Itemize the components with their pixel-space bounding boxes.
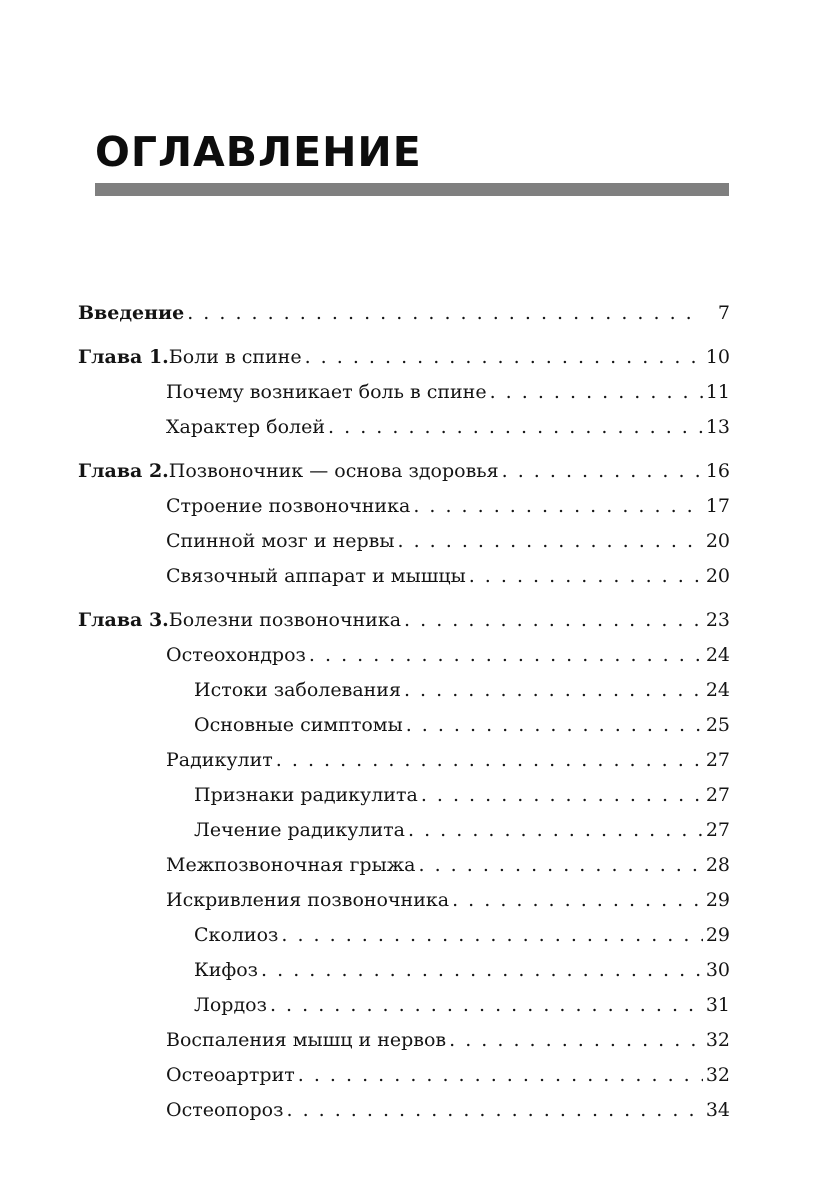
entry-page-number: 27: [705, 749, 730, 771]
dot-leader: [187, 302, 703, 324]
title-underline-bar: [95, 183, 729, 196]
toc-entry: [78, 994, 730, 1016]
entry-title: Спинной мозг и нервы: [166, 530, 395, 552]
entry-page-number: 13: [705, 416, 730, 438]
entry-page-number: 23: [705, 609, 730, 631]
toc-entry: [78, 495, 730, 517]
entry-page-number: 32: [705, 1029, 730, 1051]
toc-entry: [78, 460, 730, 482]
toc-entry: [78, 749, 730, 771]
toc-entry: [78, 714, 730, 736]
dot-leader: [261, 959, 703, 981]
entry-page-number: 20: [705, 530, 730, 552]
entry-page-number: 30: [705, 959, 730, 981]
page-title: ОГЛАВЛЕНИЕ: [95, 128, 422, 176]
toc-list: [0, 196, 817, 1121]
dot-leader: [421, 784, 703, 806]
entry-page-number: 27: [705, 784, 730, 806]
toc-entry: [78, 889, 730, 911]
dot-leader: [404, 609, 703, 631]
dot-leader: [309, 644, 703, 666]
entry-page-number: 11: [705, 381, 730, 403]
dot-leader: [469, 565, 703, 587]
toc-entry: [78, 1064, 730, 1086]
entry-title: Основные симптомы: [194, 714, 403, 736]
toc-entry: [78, 679, 730, 701]
dot-leader: [298, 1064, 703, 1086]
dot-leader: [276, 749, 703, 771]
entry-page-number: 29: [705, 924, 730, 946]
dot-leader: [490, 381, 703, 403]
entry-page-number: 32: [705, 1064, 730, 1086]
toc-entry: [78, 1029, 730, 1051]
dot-leader: [449, 1029, 703, 1051]
entry-title: Межпозвоночная грыжа: [166, 854, 416, 876]
entry-title: Искривления позвоночника: [166, 889, 450, 911]
entry-title: Болезни позвоночника: [168, 609, 402, 631]
entry-title: Остеохондроз: [166, 644, 306, 666]
entry-page-number: 20: [705, 565, 730, 587]
entry-page-number: 27: [705, 819, 730, 841]
toc-entry: [78, 381, 730, 403]
toc-entry: [78, 346, 730, 368]
entry-page-number: 17: [705, 495, 730, 517]
entry-title: Истоки заболевания: [194, 679, 401, 701]
entry-page-number: 31: [705, 994, 730, 1016]
entry-title: Боли в спине: [168, 346, 302, 368]
dot-leader: [398, 530, 703, 552]
entry-title: Лордоз: [194, 994, 267, 1016]
entry-title: Воспаления мышц и нервов: [166, 1029, 447, 1051]
entry-title: Остеоартрит: [166, 1064, 295, 1086]
entry-page-number: 7: [717, 302, 730, 324]
entry-title: Радикулит: [166, 749, 273, 771]
entry-label: Введение: [78, 302, 185, 324]
dot-leader: [452, 889, 703, 911]
dot-leader: [328, 416, 703, 438]
toc-entry: [78, 609, 730, 631]
entry-label: Глава 1.: [78, 346, 169, 368]
entry-page-number: 24: [705, 644, 730, 666]
entry-page-number: 25: [705, 714, 730, 736]
toc-entry: [78, 819, 730, 841]
entry-page-number: 29: [705, 889, 730, 911]
dot-leader: [286, 1099, 702, 1121]
toc-entry: [78, 784, 730, 806]
toc-entry: [78, 644, 730, 666]
toc-entry: [78, 854, 730, 876]
entry-page-number: 10: [705, 346, 730, 368]
dot-leader: [419, 854, 703, 876]
entry-title: Остеопороз: [166, 1099, 284, 1121]
dot-leader: [502, 460, 703, 482]
toc-entry: [78, 530, 730, 552]
entry-page-number: 24: [705, 679, 730, 701]
entry-title: Связочный аппарат и мышцы: [166, 565, 466, 587]
entry-title: Признаки радикулита: [194, 784, 418, 806]
toc-entry: [78, 959, 730, 981]
dot-leader: [408, 819, 703, 841]
toc-entry: [78, 416, 730, 438]
dot-leader: [406, 714, 703, 736]
toc-entry: [78, 565, 730, 587]
entry-title: Почему возникает боль в спине: [166, 381, 487, 403]
dot-leader: [270, 994, 703, 1016]
entry-title: Лечение радикулита: [194, 819, 405, 841]
page-header: [0, 0, 817, 196]
toc-entry: [78, 1099, 730, 1121]
dot-leader: [281, 924, 702, 946]
toc-entry: [78, 924, 730, 946]
entry-title: Строение позвоночника: [166, 495, 411, 517]
entry-page-number: 34: [705, 1099, 730, 1121]
dot-leader: [413, 495, 703, 517]
entry-title: Позвоночник — основа здоровья: [168, 460, 499, 482]
entry-page-number: 16: [705, 460, 730, 482]
entry-label: Глава 3.: [78, 609, 169, 631]
entry-title: Кифоз: [194, 959, 259, 981]
entry-label: Глава 2.: [78, 460, 169, 482]
toc-entry: [78, 302, 730, 324]
entry-title: Характер болей: [166, 416, 326, 438]
dot-leader: [404, 679, 703, 701]
entry-page-number: 28: [705, 854, 730, 876]
entry-title: Сколиоз: [194, 924, 279, 946]
dot-leader: [305, 346, 703, 368]
